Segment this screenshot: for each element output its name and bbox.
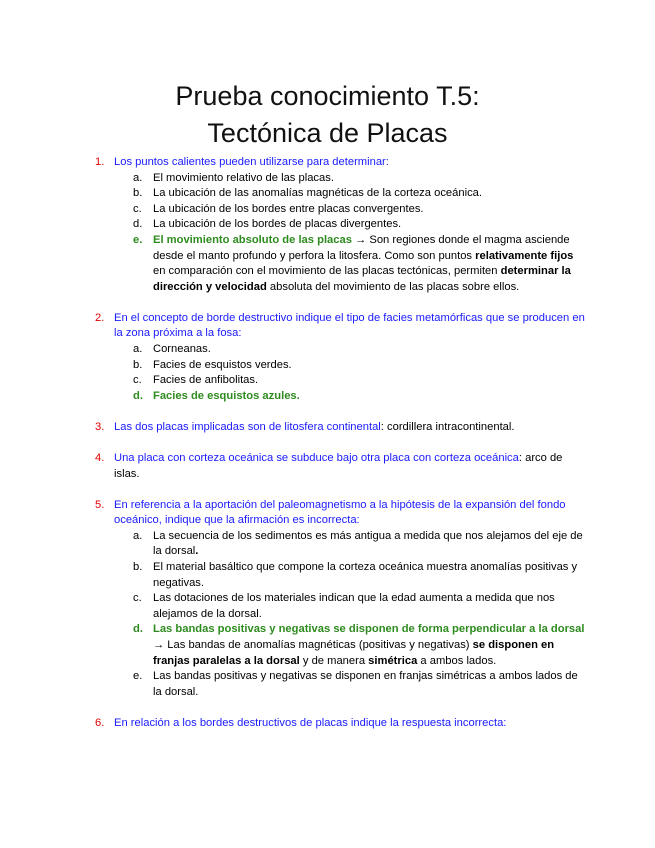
- explanation-text: en comparación con el movimiento de las placas tectónicas, permiten: [153, 265, 501, 278]
- option-d: [114, 217, 585, 233]
- question-list: [95, 155, 585, 732]
- option-e: [114, 669, 585, 700]
- explanation-bold: simétrica: [368, 654, 418, 667]
- question-number: 2.: [95, 311, 105, 324]
- question-number: 6.: [95, 716, 105, 729]
- option-label: d.: [133, 623, 143, 636]
- explanation-text: a ambos lados.: [417, 654, 497, 667]
- question-text: En referencia a la aportación del paleomagnetismo a la hipótesis de la expansión del fondo oceánico, indique que la afirmación es incorrecta:: [114, 498, 566, 527]
- option-text: La secuencia de los sedimentos es más antigua a medida que nos alejamos del eje de la dorsal: [153, 529, 583, 558]
- option-d-correct: [114, 622, 585, 669]
- title-line-1: Prueba conocimiento T.5:: [175, 81, 480, 111]
- arrow: →: [351, 233, 370, 246]
- option-text: Facies de anfibolitas.: [153, 374, 259, 387]
- question-number: 4.: [95, 452, 105, 464]
- explanation-text: absoluta del movimiento de las placas sobre ellos.: [266, 280, 520, 293]
- arrow: →: [153, 639, 168, 652]
- question-body: [114, 420, 585, 436]
- explanation-text: Son regiones donde el magma asciende desde el manto profundo y perfora la litosfera. Como son puntos: [153, 233, 570, 262]
- option-text: Facies de esquistos verdes.: [153, 358, 292, 371]
- answer-text: : cordillera intracontinental.: [380, 420, 515, 433]
- question-6: [95, 716, 585, 732]
- option-label: c.: [133, 202, 142, 215]
- question-text: Los puntos calientes pueden utilizarse para determinar:: [114, 156, 389, 168]
- question-number: 5.: [95, 498, 105, 511]
- correct-answer: Facies de esquistos azules.: [153, 389, 300, 402]
- option-text: Las dotaciones de los materiales indican que la edad aumenta a medida que nos alejamos de la dorsal.: [153, 592, 555, 620]
- answer-text: : arco de islas.: [114, 452, 563, 480]
- options-list: [114, 529, 585, 701]
- correct-answer: Las bandas positivas y negativas se disponen de forma perpendicular a la dorsal: [153, 623, 585, 636]
- option-a: [114, 529, 585, 560]
- correct-answer: El movimiento absoluto de las placas: [153, 233, 352, 246]
- explanation-text: y de manera: [299, 654, 369, 667]
- option-text: La ubicación de las anomalías magnéticas de la corteza oceánica.: [153, 187, 482, 200]
- option-d-correct: [114, 389, 585, 405]
- option-label: d.: [133, 218, 143, 231]
- option-label: d.: [133, 389, 143, 402]
- option-label: a.: [133, 343, 143, 356]
- option-a: [114, 342, 585, 358]
- options-list: [114, 171, 585, 296]
- question-4: [95, 451, 585, 482]
- option-label: b.: [133, 561, 143, 574]
- question-number: 1.: [95, 156, 105, 168]
- option-text: El movimiento relativo de las placas.: [153, 171, 334, 184]
- option-c: [114, 591, 585, 622]
- option-label: a.: [133, 529, 143, 542]
- option-text: La ubicación de los bordes entre placas convergentes.: [153, 202, 424, 215]
- question-3: [95, 420, 585, 436]
- option-b: [114, 186, 585, 202]
- explanation-bold: relativamente fijos: [475, 249, 574, 262]
- question-text: En relación a los bordes destructivos de placas indique la respuesta incorrecta:: [114, 716, 507, 729]
- question-text: En el concepto de borde destructivo indique el tipo de facies metamórficas que se producen en la zona próxima a la fosa:: [114, 311, 585, 340]
- option-a: [114, 171, 585, 187]
- explanation-bold: se disponen en franjas paralelas a la dorsal: [153, 639, 555, 667]
- options-list: [114, 342, 585, 404]
- option-text: Corneanas.: [153, 343, 211, 356]
- question-number: 3.: [95, 420, 105, 433]
- option-b: [114, 560, 585, 591]
- option-label: a.: [133, 171, 143, 184]
- page-title: [0, 78, 655, 152]
- question-1: [95, 155, 585, 295]
- question-5: [95, 498, 585, 701]
- option-text: La ubicación de los bordes de placas divergentes.: [153, 218, 402, 231]
- option-label: c.: [133, 592, 142, 605]
- option-label: b.: [133, 187, 143, 200]
- option-c: [114, 373, 585, 389]
- question-text: Una placa con corteza oceánica se subduce bajo otra placa con corteza oceánica: [114, 452, 519, 464]
- question-body: [114, 451, 585, 482]
- explanation-text: Las bandas de anomalías magnéticas (positivas y negativas): [167, 639, 473, 652]
- explanation-bold: determinar la dirección y velocidad: [153, 265, 571, 293]
- option-label: b.: [133, 358, 143, 371]
- option-b: [114, 358, 585, 374]
- option-text: Las bandas positivas y negativas se disponen en franjas simétricas a ambos lados de la dorsal.: [153, 670, 578, 698]
- option-text-bold: .: [195, 545, 199, 558]
- option-c: [114, 202, 585, 218]
- option-label: c.: [133, 374, 142, 387]
- option-label: e.: [133, 233, 143, 246]
- option-label: e.: [133, 670, 143, 683]
- question-2: [95, 311, 585, 405]
- option-e-correct: [114, 233, 585, 295]
- question-text: Las dos placas implicadas son de litosfera continental: [114, 420, 381, 433]
- title-line-2: Tectónica de Placas: [207, 118, 448, 148]
- option-text: El material basáltico que compone la corteza oceánica muestra anomalías positivas y negativas.: [153, 561, 578, 589]
